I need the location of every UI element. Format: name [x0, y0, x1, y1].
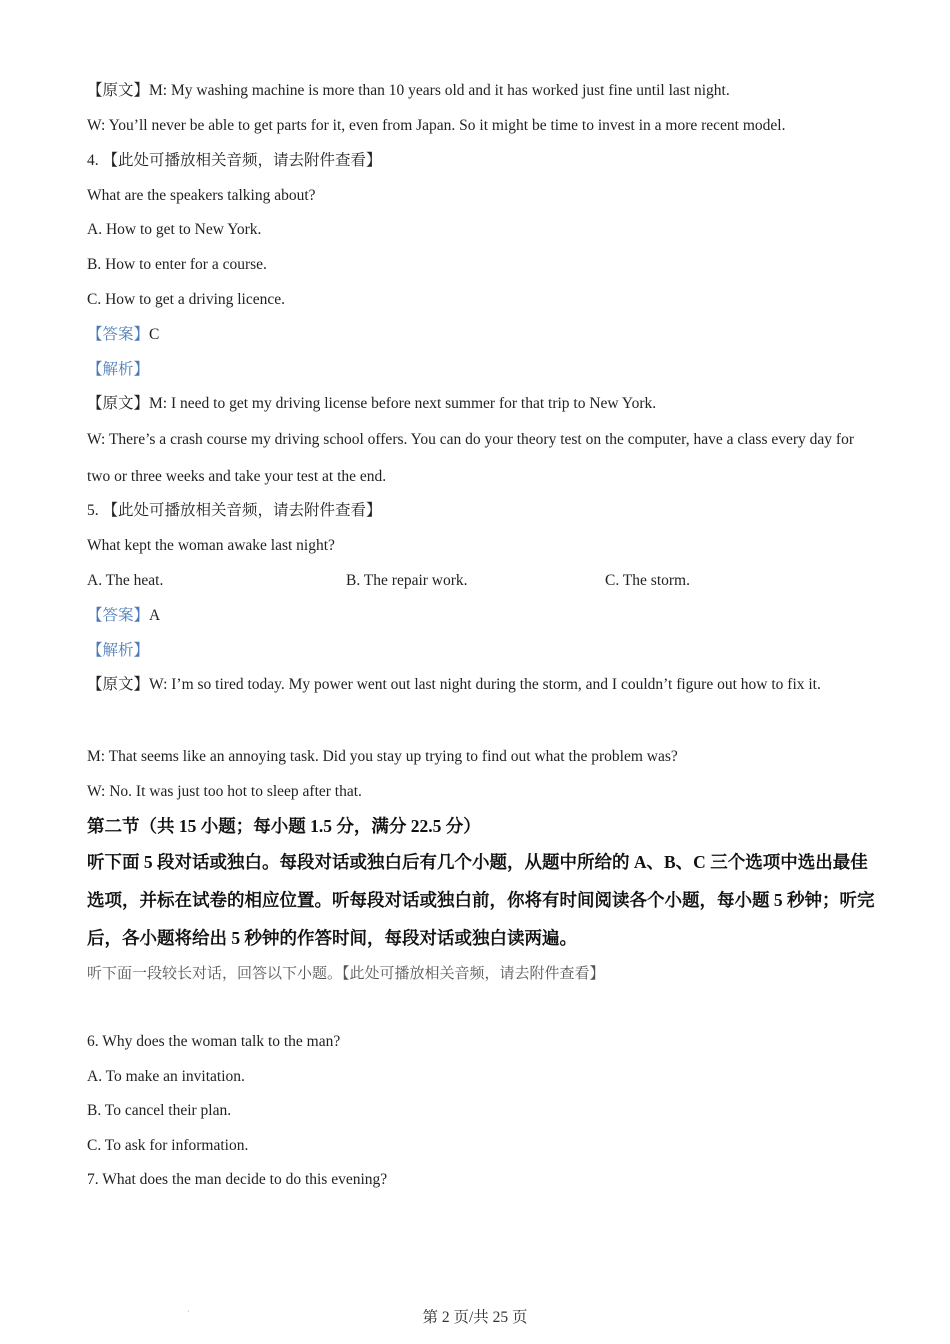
- section2-note[interactable]: 听下面一段较长对话，回答以下小题。【此处可播放相关音频，请去附件查看】: [87, 966, 605, 982]
- answer-value: A: [149, 607, 161, 624]
- q6-question: 6. Why does the woman talk to the man?: [87, 1033, 341, 1050]
- q4-analysis-tag: 【解析】: [87, 361, 150, 378]
- q6-option-c: C. To ask for information.: [87, 1137, 249, 1154]
- q4-original-m: 【原文】M: I need to get my driving license before next summer for that trip to New York.: [87, 395, 657, 412]
- original-tag: 【原文】: [87, 395, 150, 412]
- q3-original-w: W: You’ll never be able to get parts for it, even from Japan. So it might be time to invest in a more recent model.: [87, 117, 786, 134]
- page-footer: 第 2 页/共 25 页: [422, 1309, 528, 1326]
- q5-option-a: A. The heat.: [87, 572, 164, 589]
- q5-option-b: B. The repair work.: [346, 572, 468, 589]
- q5-answer: [87, 605, 872, 627]
- q4-original-w: W: There’s a crash course my driving school offers. You can do your theory test on the computer, have a class every day for two or three weeks and take your test at the end.: [87, 431, 854, 485]
- section2-title: 第二节（共 15 小题；每小题 1.5 分，满分 22.5 分）: [87, 816, 481, 836]
- answer-value: C: [149, 326, 160, 343]
- q4-question: What are the speakers talking about?: [87, 187, 316, 204]
- q3-original-m: 【原文】M: My washing machine is more than 10 years old and it has worked just fine until last night.: [87, 82, 730, 99]
- q4-answer: [87, 324, 872, 346]
- q5-header[interactable]: 5. 【此处可播放相关音频，请去附件查看】: [87, 502, 382, 519]
- q4-option-c: C. How to get a driving licence.: [87, 291, 286, 308]
- original-tag: 【原文】: [87, 82, 150, 99]
- q4-option-b: B. How to enter for a course.: [87, 256, 267, 273]
- q6-option-b: B. To cancel their plan.: [87, 1102, 232, 1119]
- q5-original-w2: W: No. It was just too hot to sleep after that.: [87, 783, 362, 800]
- q5-analysis-tag: 【解析】: [87, 642, 150, 659]
- q5-option-c: C. The storm.: [605, 572, 690, 589]
- answer-tag: 【答案】: [87, 607, 150, 624]
- q5-original-w1: 【原文】W: I’m so tired today. My power went out last night during the storm, and I couldn’t figure out how to fix it.: [87, 676, 821, 693]
- q5-original-m: M: That seems like an annoying task. Did you stay up trying to find out what the problem was?: [87, 748, 678, 765]
- q4-header[interactable]: 4. 【此处可播放相关音频，请去附件查看】: [87, 152, 382, 169]
- q6-option-a: A. To make an invitation.: [87, 1068, 245, 1085]
- original-tag: 【原文】: [87, 676, 150, 693]
- q5-question: What kept the woman awake last night?: [87, 537, 335, 554]
- answer-tag: 【答案】: [87, 326, 150, 343]
- q4-option-a: A. How to get to New York.: [87, 221, 262, 238]
- q7-question: 7. What does the man decide to do this evening?: [87, 1171, 388, 1188]
- section2-instructions: 听下面 5 段对话或独白。每段对话或独白后有几个小题，从题中所给的 A、B、C 三个选项中选出最佳选项，并标在试卷的相应位置。听每段对话或独白前，你将有时间阅读各个小题，每小题 5 秒钟；听完后，各小题将给出 5 秒钟的作答时间，每段对话或独白读两遍。: [87, 852, 875, 948]
- decorative-dot: ·: [187, 1307, 190, 1316]
